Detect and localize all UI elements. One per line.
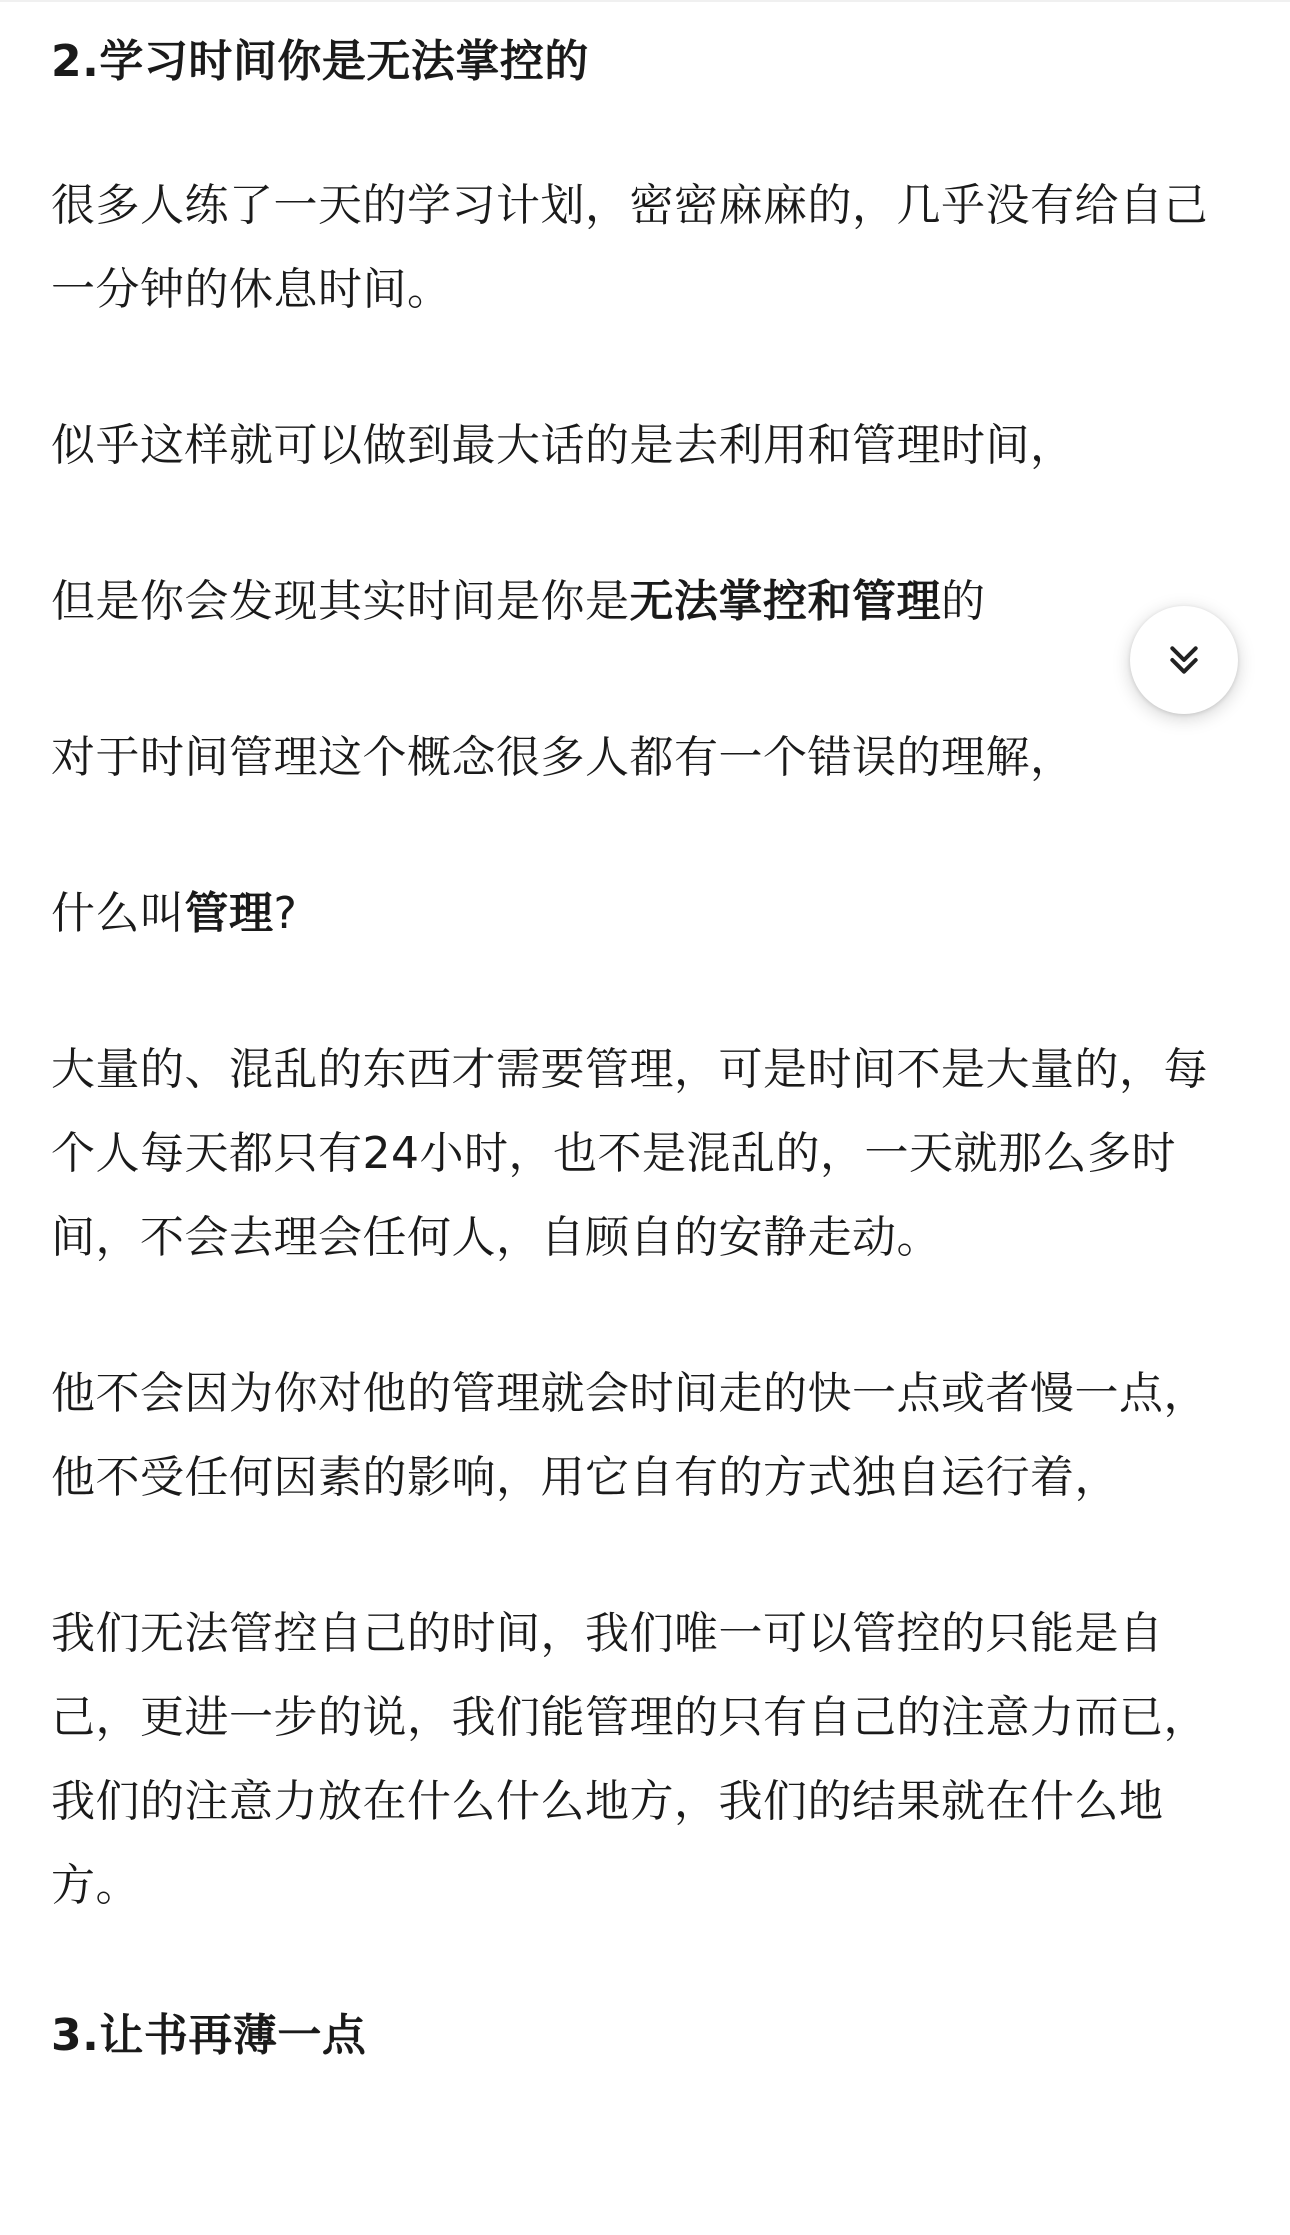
top-divider	[0, 0, 1290, 2]
paragraph-3	[51, 560, 1231, 644]
scroll-down-button[interactable]	[1130, 606, 1238, 714]
paragraph-8: 我们无法管控自己的时间，我们唯一可以管控的只能是自己，更进一步的说，我们能管理的只有自己的注意力而已，我们的注意力放在什么什么地方，我们的结果就在什么地方。	[51, 1608, 1208, 1911]
paragraph-5	[51, 872, 1231, 956]
paragraph-7: 他不会因为你对他的管理就会时间走的快一点或者慢一点，他不受任何因素的影响，用它自有的方式独自运行着，	[51, 1368, 1208, 1503]
paragraph-3-tail: 的	[941, 576, 986, 627]
section-heading-2: 2.学习时间你是无法掌控的	[51, 36, 589, 87]
paragraph-5-bold: 管理	[184, 888, 274, 939]
paragraph-5-text: 什么叫	[51, 888, 185, 939]
article-body	[51, 26, 1231, 2138]
paragraph-4: 对于时间管理这个概念很多人都有一个错误的理解，	[51, 732, 1075, 783]
paragraph-3-bold: 无法掌控和管理	[629, 576, 941, 627]
paragraph-5-tail: ?	[273, 888, 298, 939]
section-heading-3: 3.让书再薄一点	[51, 2010, 367, 2061]
paragraph-6: 大量的、混乱的东西才需要管理，可是时间不是大量的，每个人每天都只有24小时，也不是混乱的，一天就那么多时间，不会去理会任何人，自顾自的安静走动。	[51, 1044, 1208, 1263]
paragraph-1: 很多人练了一天的学习计划，密密麻麻的，几乎没有给自己一分钟的休息时间。	[51, 180, 1208, 315]
paragraph-3-text: 但是你会发现其实时间是你是	[51, 576, 630, 627]
double-chevron-down-icon	[1164, 640, 1204, 680]
paragraph-2: 似乎这样就可以做到最大话的是去利用和管理时间，	[51, 420, 1075, 471]
